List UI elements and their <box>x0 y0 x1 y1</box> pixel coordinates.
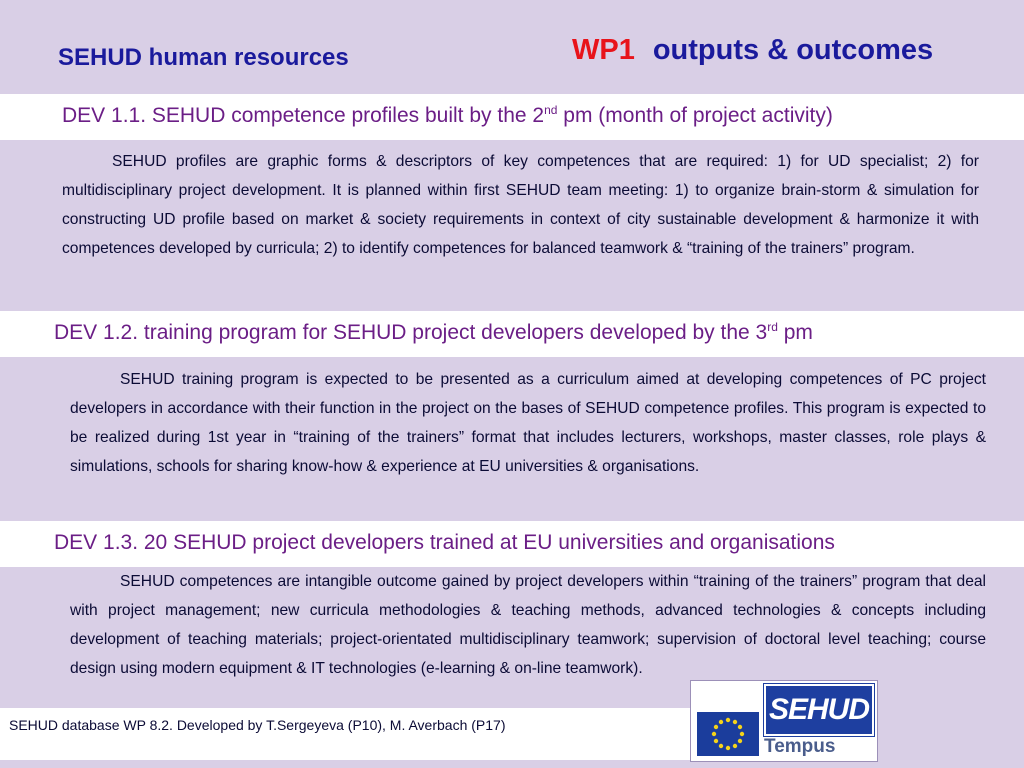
dev-1-2-heading: DEV 1.2. training program for SEHUD project developers developed by the 3rd pm <box>54 320 813 344</box>
footer-band <box>0 708 690 760</box>
tempus-logo: Tempus <box>764 736 836 757</box>
dev-1-1-body: SEHUD profiles are graphic forms & descriptors of key competences that are required: 1) for UD specialist; 2) for multidisciplinary project development. It is planned within first SEHUD team meeting: 1) to organize brain-storm & simulation for constructing UD profile based on market & society requirements in context of city sustainable development & harmonize it with competences developed by curricula; 2) to identify competences for balanced teamwork & “training of the trainers” program. <box>62 153 979 257</box>
outputs-title: outputs & outcomes <box>652 34 934 66</box>
footer-credit: SEHUD database WP 8.2. Developed by T.Sergeyeva (P10), M. Averbach (P17) <box>9 717 506 733</box>
dev-1-3-body: SEHUD competences are intangible outcome gained by project developers within “training of the trainers” program that deal with project management; new curricula methodologies & teaching methods, advanced technologies & concepts including development of teaching materials; project-orientated multidisciplinary teamwork; supervision of doctoral level teaching; course design using modern equipment & IT technologies (e-learning & on-line teamwork). <box>70 573 986 677</box>
dev-1-1-heading: DEV 1.1. SEHUD competence profiles built by the 2nd pm (month of project activity) <box>62 103 833 127</box>
dev-1-2-body: SEHUD training program is expected to be presented as a curriculum aimed at developing competences of PC project developers in accordance with their function in the project on the bases of SEHUD competence profiles. This program is expected to be realized during 1st year in “training of the trainers” format that includes lecturers, workshops, master classes, role plays & simulations, schools for sharing know-how & experience at EU universities & organisations. <box>70 371 986 475</box>
page-title: SEHUD human resources <box>58 44 349 71</box>
section-title <box>572 34 933 67</box>
sehud-logo: SEHUD <box>764 684 874 736</box>
eu-flag-icon <box>697 712 759 756</box>
wp-label: WP1 <box>572 34 635 66</box>
dev-1-3-heading: DEV 1.3. 20 SEHUD project developers trained at EU universities and organisations <box>54 531 835 554</box>
